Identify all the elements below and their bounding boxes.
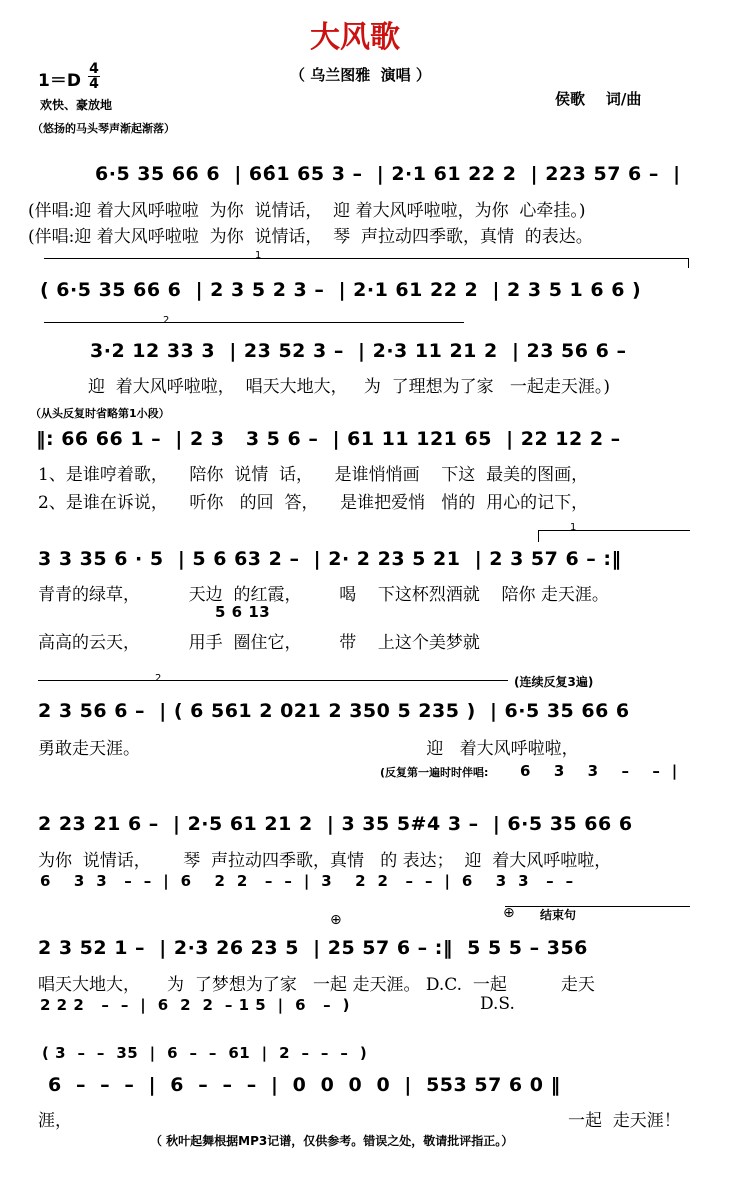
score-line-7-lyric: 为你 说情话， 琴 声拉动四季歌，真情 的 表达； 迎 着大风呼啦啦， (38, 851, 612, 871)
score-line-4-lyric-2: 2、是谁在诉说， 听你 的回 答， 是谁把爱悄 悄的 用心的记下， (38, 493, 589, 513)
score-line-4-notes: ‖: 66 66 1 – | 2 3 3 5 6 – | 61 11 121 65 | 22 12 2 – (36, 428, 621, 450)
score-line-1-notes: 6·5 35 66 6 | 66̂1 65 3 – | 2·1 61 22 2 | 223 57 6 – | (95, 163, 681, 185)
score-line-8-lyric: 唱天大地大， 为 了梦想为了家 一起 走天涯。 D.C. 一起 走天 (38, 975, 595, 995)
volta-number: 2 (155, 673, 162, 684)
score-line-7-notes: 2 23 21 6 – | 2·5 61 21 2 | 3 35 5#4 3 – | 6·5 35 66 6 (38, 813, 633, 835)
score-line-9-upper: ( 3 – – 35 | 6 – – 61 | 2 – – – ) (42, 1044, 368, 1062)
score-line-4-lyric-1: 1、是谁哼着歌， 陪你 说情 话， 是谁悄悄画 下这 最美的图画， (38, 465, 589, 485)
score-line-1-lyric-2: (伴唱:迎 着大风呼啦啦 为你 说情话， 琴 声拉动四季歌，真情 的表达。 (28, 227, 593, 247)
harmony-notes: 6 3 3 – – | (520, 762, 678, 780)
score-line-9-lyric-2: 一起 走天涯！ (568, 1111, 681, 1131)
tempo-marking: 欢快、豪放地 (40, 98, 113, 112)
score-line-5-notes: 3 3 35 6 · 5 | 5 6 63 2 – | 2· 2 23 5 21 | 2 3 57 6 – :‖ (38, 548, 622, 570)
ds-marking: D.S. (480, 994, 515, 1014)
ending-bracket (505, 906, 690, 907)
score-line-8-harmony: 2 2 2 – – | 6 2 2 – 1 5 | 6 – ) (40, 996, 350, 1014)
repeat-note: （从头反复时省略第1小段） (30, 407, 170, 420)
volta-bracket-start (538, 530, 539, 542)
score-line-9-lyric-1: 涯， (38, 1111, 72, 1131)
score-line-3-lyric: 迎 着大风呼啦啦， 唱天大地大， 为 了理想为了家 一起走天涯。) (88, 377, 610, 397)
time-signature: $\frac{4}{4}$ (89, 61, 99, 92)
intro-note: （悠扬的马头琴声渐起渐落） (32, 122, 175, 135)
key-signature: 1＝D (38, 71, 81, 91)
coda-sign-icon: ⊕ (503, 905, 515, 921)
score-line-6-notes: 2 3 56 6 – | ( 6 561 2 021 2 350 5 235 ) | 6·5 35 66 6 (38, 700, 630, 722)
score-line-6-lyric: 勇敢走天涯。 迎 着大风呼啦啦， (38, 739, 579, 759)
volta-bracket-1 (538, 530, 690, 531)
volta-number: 2 (163, 315, 170, 326)
score-line-9-notes: 6 – – – | 6 – – – | 0 0 0 0 | 553 57 6 0 ‖ (48, 1074, 561, 1096)
volta-bracket-2 (44, 322, 464, 323)
score-line-7-harmony: 6 3 3 – – | 6 2 2 – – | 3 2 2 – – | 6 3 3 – – (40, 872, 574, 890)
credits: 侯歌 词/曲 (555, 90, 642, 108)
footer-note: （ 秋叶起舞根据MP3记谱，仅供参考。错误之处，敬请批评指正。） (150, 1134, 514, 1148)
volta-bracket-2 (38, 680, 508, 681)
performer: （ 乌兰图雅 演唱 ） (290, 66, 431, 84)
ending-label: 结束句 (540, 908, 577, 922)
alternate-notes: 5 6 13 (215, 603, 271, 621)
score-line-2-notes: ( 6·5 35 66 6 | 2 3 5 2 3 – | 2·1 61 22 2 | 2 3 5 1 6 6 ) (40, 279, 642, 301)
harmony-note: (反复第一遍时时伴唱: (380, 766, 489, 779)
volta-bracket-end (688, 258, 689, 268)
score-line-3-notes: 3·2 12 33 3 | 23 52 3 – | 2·3 11 21 2 | 23 56 6 – (90, 340, 627, 362)
score-line-5-lyric-2: 高高的云天， 用手 圈住它， 带 上这个美梦就 (38, 633, 480, 653)
coda-sign-icon: ⊕ (330, 912, 342, 928)
score-line-1-lyric-1: (伴唱:迎 着大风呼啦啦 为你 说情话， 迎 着大风呼啦啦，为你 心牵挂。) (28, 201, 586, 221)
song-title: 大风歌 (310, 20, 400, 55)
volta-number: 1 (255, 250, 262, 261)
score-line-8-notes: 2 3 52 1 – | 2·3 26 23 5 | 25 57 6 – :‖ 5 5 5 – 356 (38, 937, 588, 959)
score-line-5-lyric-1: 青青的绿草， 天边 的红霞， 喝 下这杯烈酒就 陪你 走天涯。 (38, 585, 609, 605)
segno-repeat-note: (连续反复3遍) (514, 675, 594, 689)
volta-number: 1 (570, 522, 577, 533)
volta-bracket-1 (44, 258, 689, 259)
